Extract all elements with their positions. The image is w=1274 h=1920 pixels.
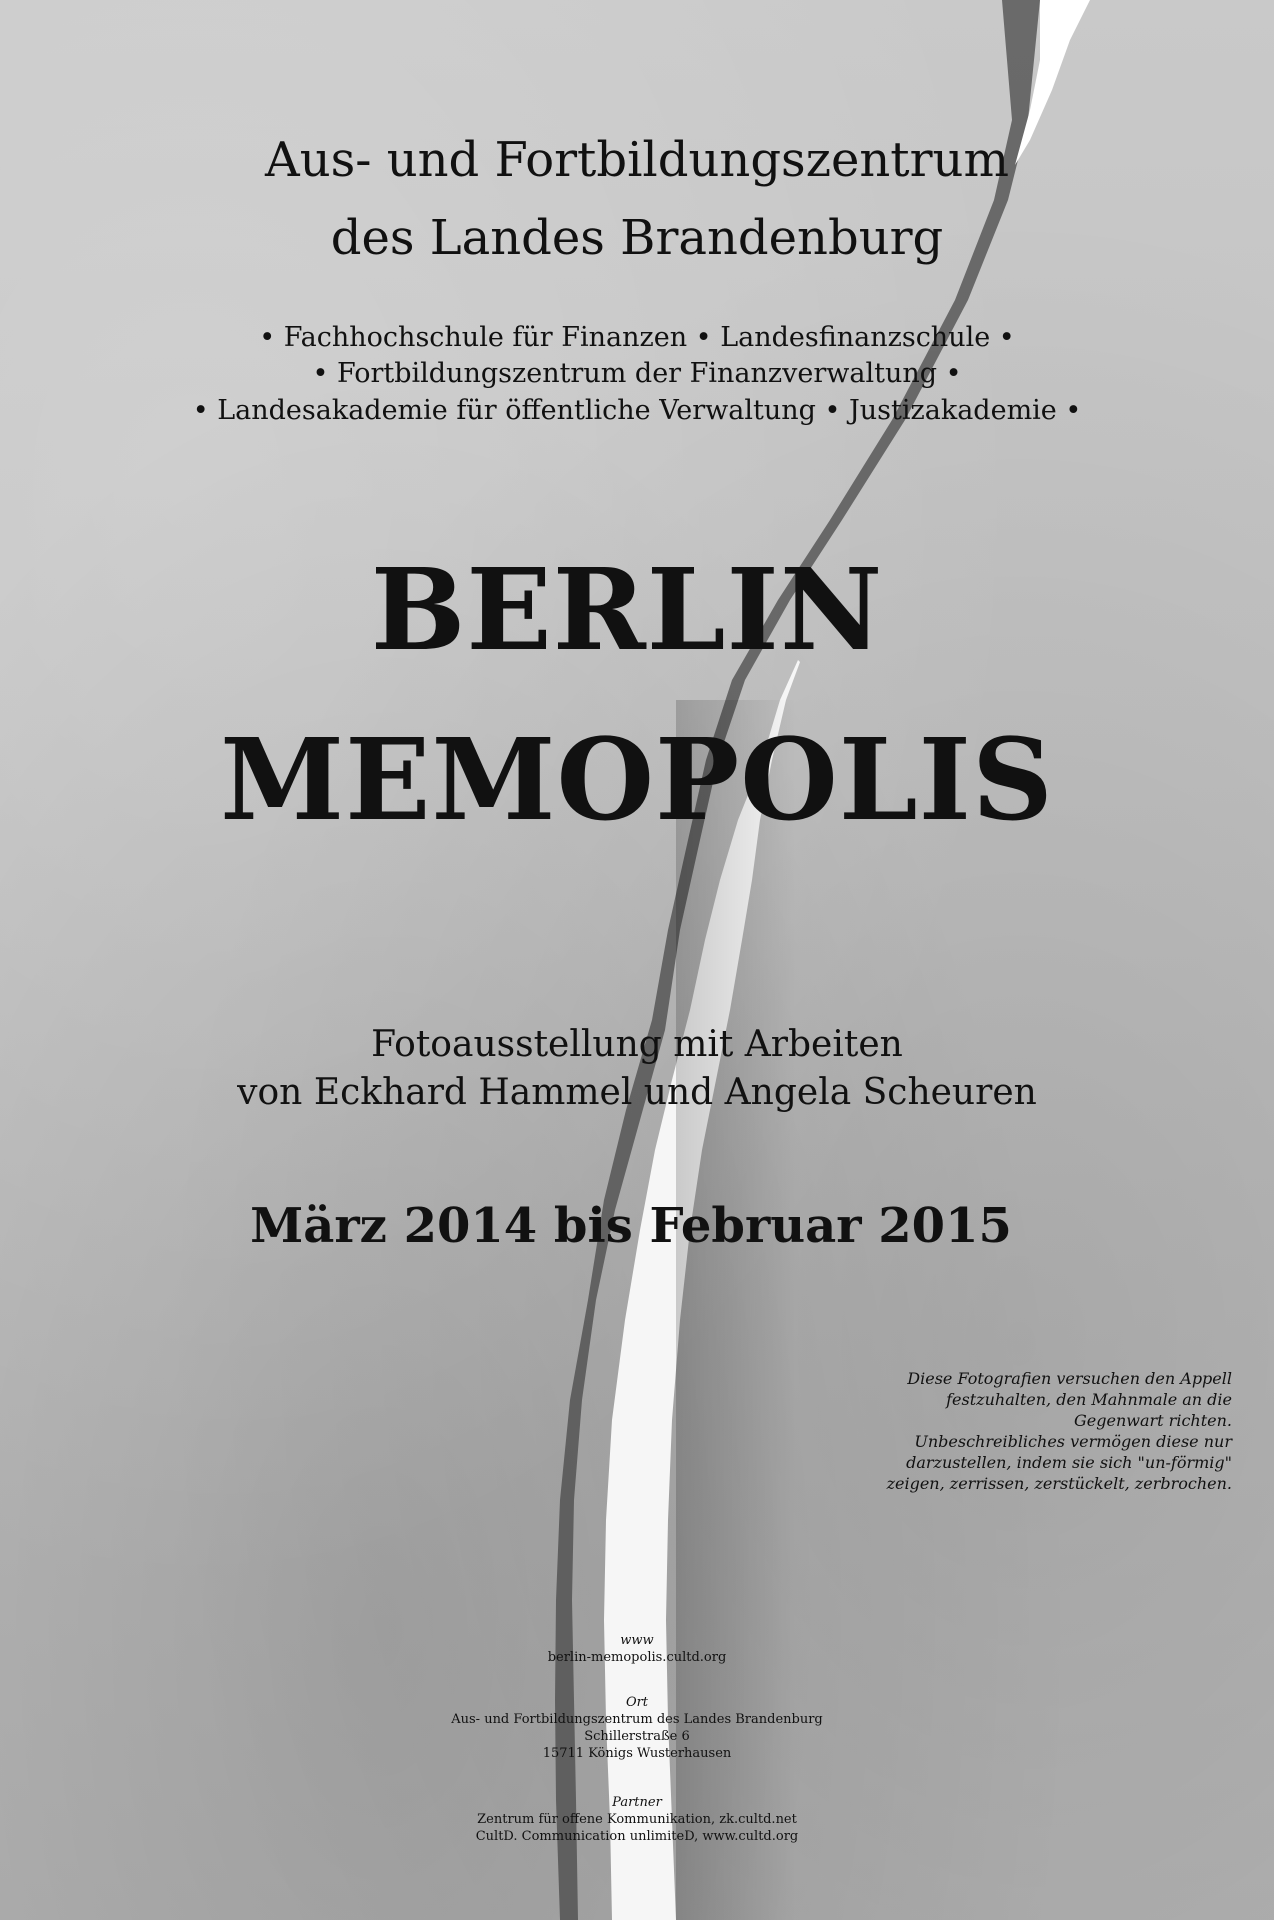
institution-list-line-1: • Fachhochschule für Finanzen • Landesfinanzschule • [259,322,1015,353]
statement-line: Unbeschreibliches vermögen diese nur [914,1432,1232,1451]
statement-line: festzuhalten, den Mahnmale an die [946,1390,1232,1409]
partner-line: CultD. Communication unlimiteD, www.cultd.org [475,1829,799,1844]
location-label: Ort [625,1695,649,1710]
footer-partner-block [0,1794,1274,1845]
partner-line: Zentrum für offene Kommunikation, zk.cultd.net [477,1812,797,1827]
exhibition-statement [832,1368,1232,1494]
partner-label: Partner [612,1795,662,1810]
statement-line: zeigen, zerrissen, zerstückelt, zerbrochen. [886,1474,1232,1493]
subtitle-line-2: von Eckhard Hammel und Angela Scheuren [237,1072,1037,1113]
organization-name-line-1: Aus- und Fortbildungszentrum [265,132,1009,188]
exhibition-dates: März 2014 bis Februar 2015 [250,1198,1012,1254]
institution-list-line-3: • Landesakademie für öffentliche Verwaltung • Justizakademie • [192,395,1082,426]
statement-line: Gegenwart richten. [1074,1411,1232,1430]
www-label: www [620,1633,654,1648]
subtitle-line-1: Fotoausstellung mit Arbeiten [371,1024,903,1065]
footer-www-block [0,1632,1274,1666]
exhibition-title-line-2: MEMOPOLIS [220,715,1054,846]
location-line: Aus- und Fortbildungszentrum des Landes Brandenburg [451,1712,823,1727]
statement-line: Diese Fotografien versuchen den Appell [907,1369,1232,1388]
location-line: 15711 Königs Wusterhausen [542,1746,732,1761]
website-link[interactable]: berlin-memopolis.cultd.org [547,1650,727,1665]
exhibition-title-line-1: BERLIN [370,545,884,676]
footer-location-block [0,1694,1274,1762]
organization-name-line-2: des Landes Brandenburg [330,210,944,266]
institution-list-line-2: • Fortbildungszentrum der Finanzverwaltung • [312,358,962,389]
location-line: Schillerstraße 6 [584,1729,690,1744]
statement-line: darzustellen, indem sie sich "un-förmig" [906,1453,1232,1472]
